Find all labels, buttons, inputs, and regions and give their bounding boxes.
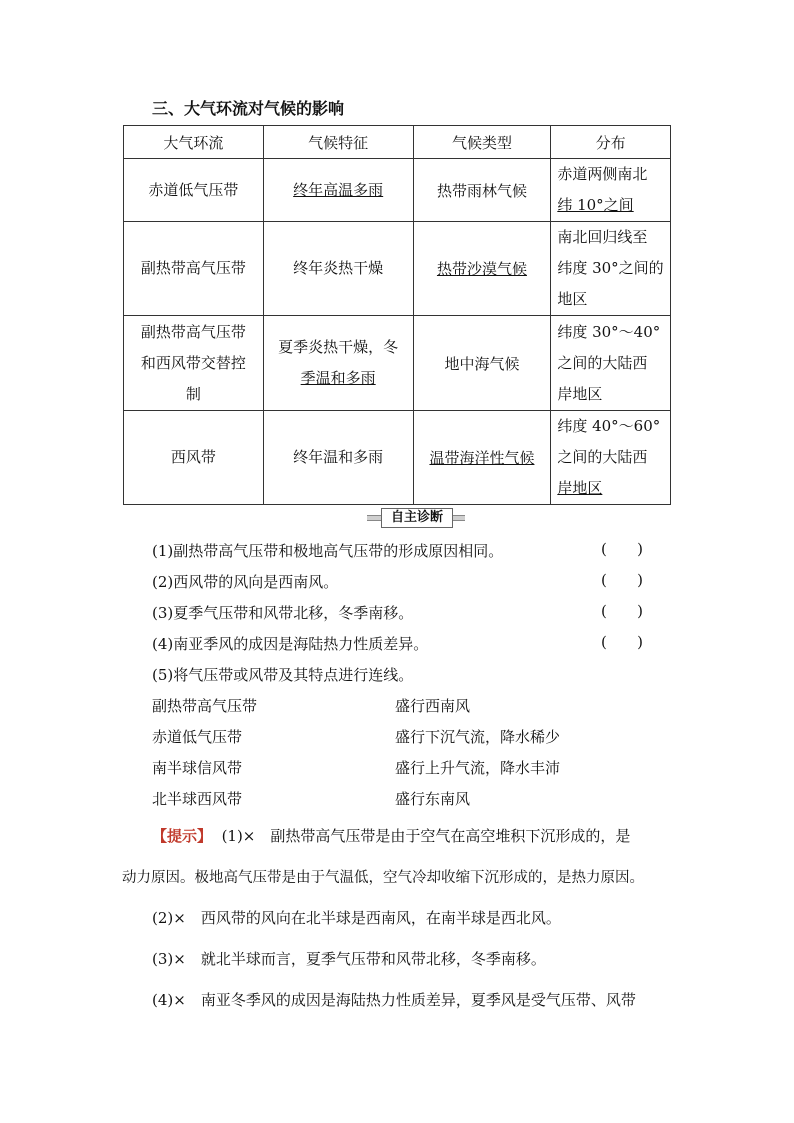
- hint-line-5: (4)× 南亚冬季风的成因是海陆热力性质差异，夏季风是受气压带、风带: [152, 991, 636, 1009]
- distribution-line: 南北回归线至: [557, 228, 648, 246]
- match-left-item: 南半球信风带: [152, 759, 243, 777]
- belt-cell: [124, 316, 264, 411]
- distribution-line: 之间的大陆西: [557, 448, 648, 466]
- distribution-line: 赤道两侧南北: [557, 165, 648, 183]
- question-3: (3)夏季气压带和风带北移，冬季南移。: [152, 604, 414, 622]
- answer-blank-1: [601, 540, 643, 558]
- paren-close: ): [637, 602, 643, 620]
- belt-text: 赤道低气压带: [148, 180, 239, 199]
- question-5: (5)将气压带或风带及其特点进行连线。: [152, 666, 414, 684]
- distribution-line: 之间的大陆西: [557, 353, 648, 372]
- type-cell: [413, 222, 551, 316]
- distribution-line: 岸地区: [557, 479, 603, 497]
- distribution-cell: [551, 159, 671, 222]
- type-cell: [413, 316, 551, 411]
- hint-line-4: (3)× 就北半球而言，夏季气压带和风带北移，冬季南移。: [152, 950, 546, 968]
- table-row: [124, 159, 671, 222]
- match-left-item: 赤道低气压带: [152, 728, 243, 746]
- table-row: [124, 411, 671, 505]
- distribution-line: 纬度 30°之间的: [557, 259, 664, 277]
- distribution-line: 纬度 30°～40°: [557, 322, 661, 341]
- distribution-line: 纬 10°之间: [557, 196, 634, 214]
- paren-open: (: [601, 571, 607, 589]
- hint-line-2: 动力原因。极地高气压带是由于气温低，空气冷却收缩下沉形成的，是热力原因。: [122, 870, 644, 886]
- paren-open: (: [601, 602, 607, 620]
- header-type: 气候类型: [413, 126, 551, 159]
- feature-line: 夏季炎热干燥，冬: [278, 338, 399, 356]
- feature-cell: [263, 316, 413, 411]
- feature-text: 终年温和多雨: [293, 448, 384, 466]
- answer-blank-2: [601, 571, 643, 589]
- feature-cell: [263, 159, 413, 222]
- distribution-cell: [551, 411, 671, 505]
- paren-open: (: [601, 540, 607, 558]
- hint-line-3: (2)× 西风带的风向在北半球是西南风，在南半球是西北风。: [152, 909, 561, 927]
- self-diagnosis-badge: [367, 508, 465, 526]
- belt-line: 和西风带交替控: [140, 353, 246, 372]
- match-right-item: 盛行上升气流，降水丰沛: [395, 759, 561, 777]
- feature-cell: [263, 222, 413, 316]
- belt-line: 副热带高气压带: [140, 322, 246, 341]
- hint-line-1: [152, 825, 630, 846]
- table-row: [124, 222, 671, 316]
- belt-line: 制: [185, 384, 201, 403]
- type-cell: [413, 159, 551, 222]
- header-circulation: 大气环流: [124, 126, 264, 159]
- distribution-cell: [551, 222, 671, 316]
- feature-line: 季温和多雨: [300, 369, 376, 387]
- distribution-line: 地区: [557, 290, 588, 308]
- paren-close: ): [637, 540, 643, 558]
- feature-text: 终年高温多雨: [293, 180, 384, 199]
- table-row: [124, 316, 671, 411]
- type-text: 地中海气候: [444, 354, 520, 373]
- section-title: 三、大气环流对气候的影响: [152, 99, 345, 118]
- belt-text: 西风带: [170, 448, 216, 466]
- match-right-item: 盛行西南风: [395, 697, 471, 715]
- distribution-cell: [551, 316, 671, 411]
- belt-cell: [124, 222, 264, 316]
- paren-open: (: [601, 633, 607, 651]
- paren-close: ): [637, 571, 643, 589]
- answer-blank-3: [601, 602, 643, 620]
- match-right-item: 盛行下沉气流，降水稀少: [395, 728, 561, 746]
- hint-text: (1)× 副热带高气压带是由于空气在高空堆积下沉形成的，是: [221, 827, 631, 845]
- answer-blank-4: [601, 633, 643, 651]
- paren-close: ): [637, 633, 643, 651]
- hint-label: 【提示】: [152, 827, 213, 845]
- climate-table: [123, 125, 671, 505]
- question-1: (1)副热带高气压带和极地高气压带的形成原因相同。: [152, 542, 504, 560]
- feature-text: 终年炎热干燥: [293, 259, 384, 277]
- type-text: 温带海洋性气候: [429, 449, 535, 467]
- distribution-line: 纬度 40°～60°: [557, 417, 661, 435]
- belt-text: 副热带高气压带: [140, 259, 246, 277]
- belt-cell: [124, 411, 264, 505]
- type-text: 热带沙漠气候: [436, 260, 527, 278]
- distribution-line: 岸地区: [557, 384, 603, 403]
- type-cell: [413, 411, 551, 505]
- header-distribution: 分布: [551, 126, 671, 159]
- match-left-item: 北半球西风带: [152, 790, 243, 808]
- type-text: 热带雨林气候: [436, 181, 527, 200]
- belt-cell: [124, 159, 264, 222]
- question-4: (4)南亚季风的成因是海陆热力性质差异。: [152, 635, 429, 653]
- feature-cell: [263, 411, 413, 505]
- question-2: (2)西风带的风向是西南风。: [152, 573, 339, 591]
- match-right-item: 盛行东南风: [395, 790, 471, 808]
- match-left-item: 副热带高气压带: [152, 697, 258, 715]
- badge-label: 自主诊断: [381, 508, 453, 528]
- header-feature: 气候特征: [263, 126, 413, 159]
- table-header-row: [124, 126, 671, 159]
